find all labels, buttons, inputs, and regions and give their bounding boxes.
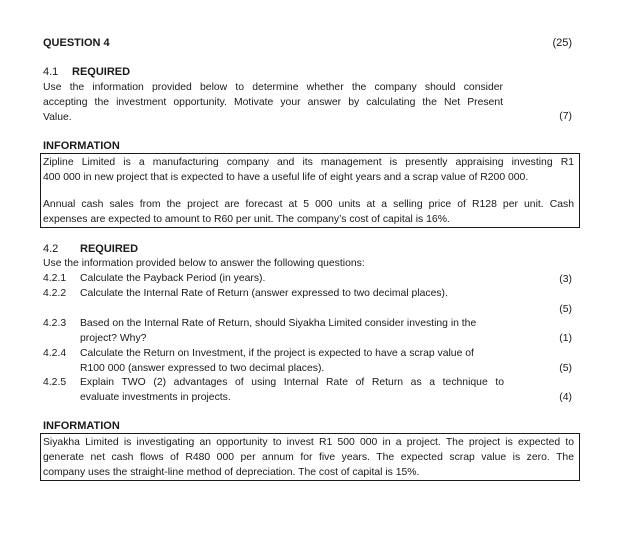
q422-number: 4.2.2 — [43, 288, 67, 299]
q42-heading: REQUIRED — [80, 243, 139, 255]
q42-number: 4.2 — [43, 243, 59, 255]
q425-text — [80, 375, 504, 405]
info2-line: Siyakha Limited is investigating an opportunity to invest R1 500 000 in a project. The project is expected to — [43, 437, 574, 448]
info2-line: company uses the straight-line method of depreciation. The cost of capital is 15%. — [43, 467, 420, 478]
info1-box — [40, 153, 580, 228]
q424-text — [80, 346, 504, 376]
info1-para-1 — [43, 155, 574, 185]
question-title: QUESTION 4 — [43, 37, 110, 49]
info2-heading: INFORMATION — [43, 420, 120, 432]
q421-number: 4.2.1 — [43, 273, 67, 284]
q425-line: Explain TWO (2) advantages of using Internal Rate of Return as a technique to — [80, 377, 504, 388]
q423-marks: (1) — [559, 333, 572, 344]
q425-number: 4.2.5 — [43, 377, 67, 388]
q423-line: Based on the Internal Rate of Return, should Siyakha Limited consider investing in the — [80, 318, 477, 329]
q424-marks: (5) — [559, 363, 572, 374]
info1-line: Zipline Limited is a manufacturing company and its management is presently appraising investing R1 — [43, 157, 574, 168]
q425-marks: (4) — [559, 392, 572, 403]
q424-number: 4.2.4 — [43, 348, 67, 359]
info2-box — [40, 433, 580, 481]
q421-text: Calculate the Payback Period (in years). — [80, 273, 266, 284]
q423-line: project? Why? — [80, 333, 147, 344]
q423-number: 4.2.3 — [43, 318, 67, 329]
q425-line: evaluate investments in projects. — [80, 392, 231, 403]
question-total-marks: (25) — [552, 37, 572, 49]
q424-line: R100 000 (answer expressed to two decimal places). — [80, 363, 325, 374]
info1-line: expenses are expected to amount to R60 per unit. The company’s cost of capital is 16%. — [43, 214, 450, 225]
info1-para-2 — [43, 197, 574, 227]
info2-para — [43, 435, 574, 480]
q42-intro: Use the information provided below to answer the following questions: — [43, 258, 365, 269]
q421-marks: (3) — [559, 274, 572, 285]
q41-line: Use the information provided below to determine whether the company should consider — [43, 82, 503, 93]
info2-line: generate net cash flows of R480 000 per annum for five years. The expected scrap value is zero. The — [43, 452, 574, 463]
info1-line: Annual cash sales from the project are forecast at 5 000 units at a selling price of R128 per unit. Cash — [43, 199, 574, 210]
q41-line: Value. — [43, 112, 72, 123]
q422-text: Calculate the Internal Rate of Return (answer expressed to two decimal places). — [80, 288, 448, 299]
q41-number: 4.1 — [43, 66, 59, 78]
q41-line: accepting the investment opportunity. Motivate your answer by calculating the Net Present — [43, 97, 503, 108]
info1-heading: INFORMATION — [43, 140, 120, 152]
info1-line: 400 000 in new project that is expected to have a useful life of eight years and a scrap value of R200 000. — [43, 172, 529, 183]
q41-heading: REQUIRED — [72, 66, 131, 78]
q424-line: Calculate the Return on Investment, if the project is expected to have a scrap value of — [80, 348, 474, 359]
q41-marks: (7) — [559, 111, 572, 122]
q422-marks: (5) — [559, 304, 572, 315]
q41-text — [43, 80, 503, 125]
q423-text — [80, 316, 504, 346]
